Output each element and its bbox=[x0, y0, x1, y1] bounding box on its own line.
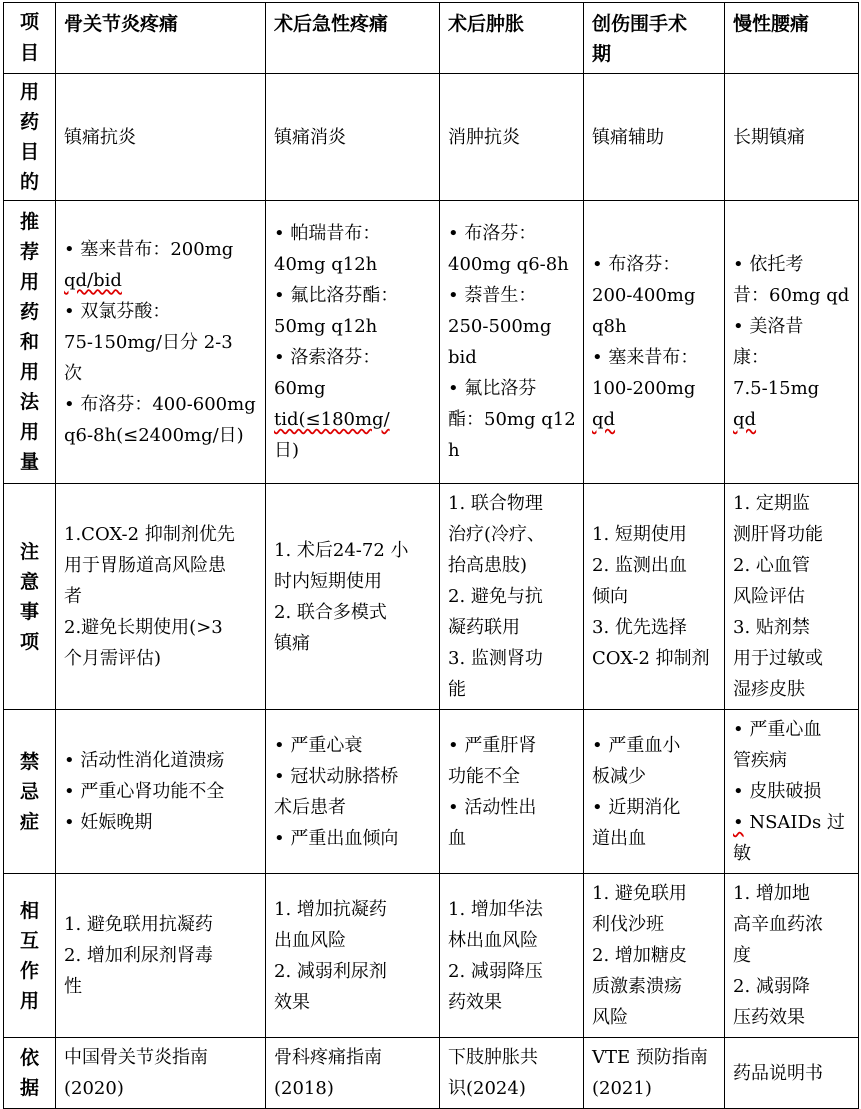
cell-text-line: (2021) bbox=[592, 1078, 652, 1099]
cell-text-line: 目 bbox=[19, 42, 39, 64]
cell-text-line: 风险 bbox=[592, 1007, 628, 1028]
cell-text-line: 1. 联合物理 bbox=[448, 493, 543, 514]
cell-precautions-osteoarthritis bbox=[56, 484, 266, 710]
cell-text-line: • 塞来昔布：200mg bbox=[64, 238, 234, 260]
cell-text-line: • 帕瑞昔布： bbox=[274, 223, 381, 244]
cell-dosage-postop-swelling bbox=[440, 201, 584, 484]
cell-text-line: • 依托考 bbox=[733, 254, 804, 275]
cell-purpose-postop-acute-pain bbox=[266, 74, 440, 201]
cell-text-line: 2.避免长期使用(>3 bbox=[64, 617, 223, 638]
cell-text-line: 用 bbox=[19, 361, 39, 383]
column-header-osteoarthritis: 骨关节炎疼痛 bbox=[56, 3, 266, 74]
cell-references-postop-swelling bbox=[440, 1038, 584, 1109]
cell-interactions-chronic-low-back-pain bbox=[725, 874, 859, 1038]
cell-text-line: 400mg q6-8h bbox=[448, 254, 569, 275]
cell-purpose-postop-swelling bbox=[440, 74, 584, 201]
cell-text-line: • 布洛芬： bbox=[592, 254, 681, 275]
cell-text-line: 2. 减弱降 bbox=[733, 976, 810, 997]
cell-text-line: 40mg q12h bbox=[274, 254, 378, 275]
cell-dosage-trauma-perioperative bbox=[584, 201, 725, 484]
cell-text-line: 者 bbox=[64, 586, 82, 607]
cell-purpose-trauma-perioperative bbox=[584, 74, 725, 201]
row-dosage bbox=[4, 201, 859, 484]
cell-text-line: 用于胃肠道高风险患 bbox=[64, 555, 226, 576]
cell-text-line: 2. 减弱利尿剂 bbox=[274, 960, 387, 982]
cell-text-line: 3. 监测肾功 bbox=[448, 648, 543, 669]
cell-text-line: 管疾病 bbox=[733, 750, 787, 771]
cell-text-line: 1. 增加抗凝药 bbox=[274, 898, 387, 920]
cell-text-line: 项 bbox=[19, 11, 39, 33]
cell-text-line: bid bbox=[448, 347, 477, 368]
cell-text-line: q6-8h(≤2400mg/日) bbox=[64, 424, 244, 446]
cell-text-line: 项 bbox=[19, 630, 39, 653]
cell-text-line: • 妊娠晚期 bbox=[64, 812, 153, 833]
cell-text-line: 镇痛辅助 bbox=[592, 126, 664, 148]
cell-text-line: 1. 增加华法 bbox=[448, 898, 543, 920]
cell-text-line: • NSAIDs 过 bbox=[733, 812, 845, 833]
cell-text-line: 用于过敏或 bbox=[733, 648, 823, 669]
cell-interactions-trauma-perioperative bbox=[584, 874, 725, 1038]
cell-text-line: • 氟比洛芬 bbox=[448, 378, 537, 399]
cell-text-line: VTE 预防指南 bbox=[592, 1047, 708, 1068]
cell-text-line: 用 bbox=[19, 271, 39, 293]
cell-contraindications-postop-acute-pain bbox=[266, 710, 440, 874]
cell-text-line: 依 bbox=[19, 1047, 39, 1069]
cell-text-line: 7.5-15mg bbox=[733, 378, 820, 399]
cell-text-line: 100-200mg bbox=[592, 378, 696, 399]
cell-contraindications-postop-swelling bbox=[440, 710, 584, 874]
cell-text-line: 1. 定期监 bbox=[733, 493, 810, 514]
column-header-chronic-low-back-pain: 慢性腰痛 bbox=[725, 3, 859, 74]
cell-text-line: 法 bbox=[19, 391, 39, 413]
cell-text-line: 2. 心血管 bbox=[733, 555, 810, 576]
cell-text-line: 日) bbox=[274, 440, 300, 461]
corner-header-cell bbox=[4, 3, 56, 74]
row-label-precautions bbox=[4, 484, 56, 710]
cell-text-line: 长期镇痛 bbox=[733, 126, 805, 148]
cell-text-line: 湿疹皮肤 bbox=[733, 679, 805, 700]
cell-text-line: 60mg bbox=[274, 378, 326, 399]
cell-text-line: 血 bbox=[448, 827, 466, 849]
cell-text-line: 药效果 bbox=[448, 991, 502, 1013]
cell-text-line: 时内短期使用 bbox=[274, 570, 382, 592]
cell-text-line: 作 bbox=[19, 959, 39, 982]
cell-text-line: • 冠状动脉搭桥 bbox=[274, 765, 399, 787]
column-header-trauma-perioperative: 创伤围手术期 bbox=[584, 3, 725, 74]
cell-text-line: • 严重心血 bbox=[733, 719, 822, 740]
cell-text-line: 次 bbox=[64, 362, 82, 384]
cell-text-line: 能 bbox=[448, 679, 466, 700]
cell-text-line: 1.COX-2 抑制剂优先 bbox=[64, 524, 235, 545]
header-row bbox=[4, 3, 859, 74]
cell-text-line: 骨科疼痛指南 bbox=[274, 1047, 382, 1068]
cell-text-line: 2. 避免与抗 bbox=[448, 586, 543, 607]
cell-text-line: 道出血 bbox=[592, 827, 646, 849]
cell-text-line: 酯：50mg q12h bbox=[448, 409, 576, 461]
cell-text-line: 测肝肾功能 bbox=[733, 524, 823, 545]
cell-text-line: 相 bbox=[19, 899, 39, 922]
cell-text-line: tid(≤180mg/ bbox=[274, 409, 390, 430]
cell-text-line: 75-150mg/日分 2-3 bbox=[64, 331, 233, 353]
cell-text-line: 1. 避免联用 bbox=[592, 883, 687, 904]
cell-text-line: 1. 短期使用 bbox=[592, 524, 687, 545]
cell-text-line: 治疗(冷疗、 bbox=[448, 524, 546, 545]
cell-interactions-postop-swelling bbox=[440, 874, 584, 1038]
column-header-postop-swelling: 术后肿胀 bbox=[440, 3, 584, 74]
cell-text-line: • 美洛昔 bbox=[733, 316, 804, 337]
row-interactions bbox=[4, 874, 859, 1038]
cell-precautions-trauma-perioperative bbox=[584, 484, 725, 710]
cell-text-line: 昔：60mg qd bbox=[733, 285, 850, 306]
cell-text-line: 镇痛 bbox=[274, 632, 310, 654]
cell-text-line: 功能不全 bbox=[448, 765, 520, 787]
cell-text-line: 识(2024) bbox=[448, 1078, 526, 1099]
cell-text-line: 50mg q12h bbox=[274, 316, 378, 337]
cell-text-line: 禁 bbox=[19, 750, 39, 773]
cell-text-line: 风险评估 bbox=[733, 586, 805, 607]
cell-text-line: 利伐沙班 bbox=[592, 914, 664, 935]
cell-text-line: • 洛索洛芬： bbox=[274, 347, 381, 368]
cell-precautions-postop-acute-pain bbox=[266, 484, 440, 710]
drug-guideline-table bbox=[3, 2, 859, 1109]
cell-text-line: q8h bbox=[592, 316, 627, 337]
cell-text-line: 药 bbox=[19, 301, 39, 323]
cell-text-line: 荐 bbox=[19, 241, 39, 263]
cell-contraindications-osteoarthritis bbox=[56, 710, 266, 874]
cell-text-line: 用 bbox=[19, 989, 39, 1012]
cell-text-line: 3. 贴剂禁 bbox=[733, 617, 810, 638]
cell-text-line: qd bbox=[733, 409, 757, 430]
row-contraindications bbox=[4, 710, 859, 874]
cell-text-line: 目 bbox=[19, 141, 39, 163]
cell-text-line: 抬高患肢) bbox=[448, 555, 528, 576]
cell-text-line: • 布洛芬： bbox=[448, 223, 537, 244]
cell-text-line: 镇痛抗炎 bbox=[64, 126, 136, 148]
cell-references-trauma-perioperative bbox=[584, 1038, 725, 1109]
cell-text-line: qd bbox=[592, 409, 616, 430]
cell-text-line: • 活动性消化道溃疡 bbox=[64, 750, 225, 771]
cell-text-line: 度 bbox=[733, 945, 751, 966]
row-label-purpose bbox=[4, 74, 56, 201]
cell-text-line: 3. 优先选择 bbox=[592, 617, 687, 638]
cell-text-line: COX-2 抑制剂 bbox=[592, 648, 710, 669]
cell-references-postop-acute-pain bbox=[266, 1038, 440, 1109]
cell-text-line: • 严重肝肾 bbox=[448, 734, 537, 756]
cell-text-line: 250-500mg bbox=[448, 316, 552, 337]
cell-text-line: 药 bbox=[19, 111, 39, 133]
column-header-postop-acute-pain: 术后急性疼痛 bbox=[266, 3, 440, 74]
cell-text-line: • 严重出血倾向 bbox=[274, 827, 399, 849]
cell-text-line: 药品说明书 bbox=[733, 1062, 823, 1084]
row-label-contraindications bbox=[4, 710, 56, 874]
cell-dosage-osteoarthritis bbox=[56, 201, 266, 484]
cell-text-line: 板减少 bbox=[592, 765, 646, 787]
cell-references-osteoarthritis bbox=[56, 1038, 266, 1109]
cell-text-line: 2. 联合多模式 bbox=[274, 601, 387, 623]
cell-contraindications-trauma-perioperative bbox=[584, 710, 725, 874]
cell-dosage-chronic-low-back-pain bbox=[725, 201, 859, 484]
cell-text-line: 倾向 bbox=[592, 586, 628, 607]
cell-text-line: 推 bbox=[19, 211, 39, 233]
cell-text-line: 1. 术后24-72 小 bbox=[274, 539, 409, 561]
cell-text-line: 症 bbox=[19, 810, 39, 833]
cell-text-line: (2020) bbox=[64, 1078, 124, 1099]
cell-text-line: • 塞来昔布： bbox=[592, 347, 699, 368]
row-label-references bbox=[4, 1038, 56, 1109]
cell-text-line: 下肢肿胀共 bbox=[448, 1047, 538, 1068]
cell-text-line: • 活动性出 bbox=[448, 796, 537, 818]
row-label-dosage bbox=[4, 201, 56, 484]
cell-text-line: 镇痛消炎 bbox=[274, 126, 346, 148]
cell-text-line: (2018) bbox=[274, 1078, 334, 1099]
cell-purpose-osteoarthritis bbox=[56, 74, 266, 201]
row-references bbox=[4, 1038, 859, 1109]
cell-text-line: 敏 bbox=[733, 843, 751, 864]
cell-text-line: 出血风险 bbox=[274, 929, 346, 951]
cell-text-line: 个月需评估) bbox=[64, 648, 162, 669]
cell-text-line: • 严重血小 bbox=[592, 734, 681, 756]
cell-text-line: 2. 增加糖皮 bbox=[592, 945, 687, 966]
cell-text-line: 事 bbox=[19, 600, 39, 623]
cell-text-line: • 严重心肾功能不全 bbox=[64, 781, 225, 802]
cell-text-line: • 萘普生： bbox=[448, 285, 537, 306]
cell-contraindications-chronic-low-back-pain bbox=[725, 710, 859, 874]
cell-text-line: 性 bbox=[64, 976, 82, 997]
cell-text-line: • 布洛芬：400-600mg bbox=[64, 393, 256, 415]
cell-text-line: 中国骨关节炎指南 bbox=[64, 1047, 208, 1068]
cell-text-line: 消肿抗炎 bbox=[448, 126, 520, 148]
cell-text-line: 2. 增加利尿剂肾毒 bbox=[64, 945, 213, 966]
cell-text-line: 据 bbox=[19, 1077, 39, 1099]
cell-text-line: 意 bbox=[19, 570, 39, 593]
cell-text-line: 压药效果 bbox=[733, 1007, 805, 1028]
cell-precautions-chronic-low-back-pain bbox=[725, 484, 859, 710]
cell-text-line: • 双氯芬酸： bbox=[64, 300, 171, 322]
cell-text-line: 术后患者 bbox=[274, 796, 346, 818]
cell-references-chronic-low-back-pain bbox=[725, 1038, 859, 1109]
cell-text-line: 1. 避免联用抗凝药 bbox=[64, 914, 213, 935]
cell-text-line: 效果 bbox=[274, 991, 310, 1013]
cell-text-line: 用 bbox=[19, 421, 39, 443]
cell-text-line: 2. 减弱降压 bbox=[448, 960, 543, 982]
cell-text-line: 注 bbox=[19, 540, 39, 563]
cell-purpose-chronic-low-back-pain bbox=[725, 74, 859, 201]
cell-text-line: 用 bbox=[19, 81, 39, 103]
cell-text-line: 2. 监测出血 bbox=[592, 555, 687, 576]
cell-text-line: • 皮肤破损 bbox=[733, 781, 822, 802]
cell-text-line: • 近期消化 bbox=[592, 796, 681, 818]
cell-text-line: 1. 增加地 bbox=[733, 883, 810, 904]
cell-precautions-postop-swelling bbox=[440, 484, 584, 710]
cell-text-line: 高辛血药浓 bbox=[733, 914, 823, 935]
cell-interactions-osteoarthritis bbox=[56, 874, 266, 1038]
cell-text-line: 康： bbox=[733, 347, 769, 368]
cell-dosage-postop-acute-pain bbox=[266, 201, 440, 484]
cell-text-line: • 氟比洛芬酯： bbox=[274, 285, 399, 306]
cell-text-line: 的 bbox=[19, 171, 39, 193]
cell-text-line: 凝药联用 bbox=[448, 617, 520, 638]
cell-text-line: 量 bbox=[19, 451, 39, 473]
cell-interactions-postop-acute-pain bbox=[266, 874, 440, 1038]
cell-text-line: 200-400mg bbox=[592, 285, 696, 306]
cell-text-line: 和 bbox=[19, 331, 39, 353]
cell-text-line: • 严重心衰 bbox=[274, 734, 363, 756]
cell-text-line: 林出血风险 bbox=[448, 929, 538, 951]
cell-text-line: 质激素溃疡 bbox=[592, 976, 682, 997]
cell-text-line: 互 bbox=[19, 929, 39, 952]
row-purpose bbox=[4, 74, 859, 201]
cell-text-line: 忌 bbox=[19, 780, 39, 803]
row-precautions bbox=[4, 484, 859, 710]
row-label-interactions bbox=[4, 874, 56, 1038]
cell-text-line: qd/bid bbox=[64, 269, 122, 291]
